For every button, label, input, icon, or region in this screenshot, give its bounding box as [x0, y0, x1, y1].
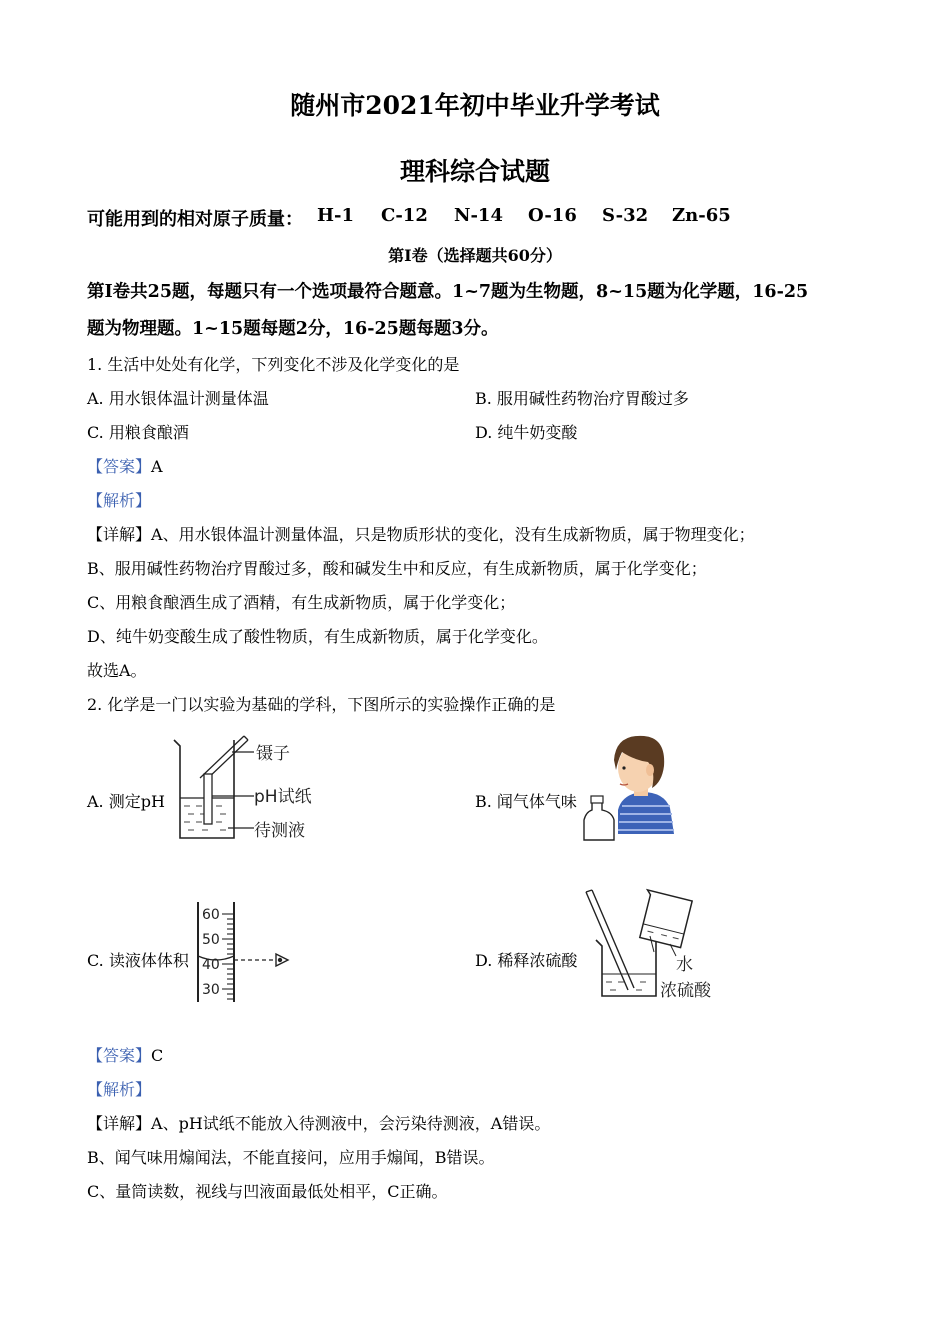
answer-line	[87, 1043, 163, 1066]
option-c: C. 读液体体积	[87, 951, 189, 970]
atomic-mass-item: O-16	[528, 205, 577, 226]
tick-label: 40	[202, 957, 220, 973]
label-conc-sulfuric-acid: 浓硫酸	[660, 981, 711, 1001]
section-instruction: 题为物理题。1~15题每题2分，16-25题每题3分。	[87, 319, 499, 339]
dilute-acid-figure	[584, 886, 720, 1002]
section-title: 第Ⅰ卷（选择题共60分）	[388, 246, 562, 265]
detail-text: D、纯牛奶变酸生成了酸性物质，有生成新物质，属于化学变化。	[87, 627, 548, 646]
detail-text: C、用粮食酿酒生成了酒精，有生成新物质，属于化学变化；	[87, 593, 516, 612]
analysis-tag: 【解析】	[87, 491, 152, 510]
tick-label: 30	[202, 982, 220, 998]
smell-gas-figure	[582, 730, 678, 842]
analysis-tag: 【解析】	[87, 1080, 152, 1099]
option-a: A. 用水银体温计测量体温	[87, 389, 269, 408]
section-instruction: 第Ⅰ卷共25题，每题只有一个选项最符合题意。1~7题为生物题，8~15题为化学题，16-25	[87, 282, 809, 302]
option-d: D. 纯牛奶变酸	[475, 423, 578, 442]
detail-tag: 【详解】	[87, 1114, 152, 1133]
detail-text: A、用水银体温计测量体温，只是物质形状的变化，没有生成新物质，属于物理变化；	[151, 525, 755, 544]
atomic-mass-item: Zn-65	[672, 205, 731, 226]
answer-tag: 【答案】	[87, 1046, 152, 1065]
label-test-liquid: 待测液	[254, 821, 305, 841]
answer-value: C	[151, 1046, 164, 1065]
option-d: D. 稀释浓硫酸	[475, 951, 578, 970]
atomic-mass-label: 可能用到的相对原子质量：	[87, 209, 303, 230]
label-ph-paper: pH试纸	[254, 787, 312, 807]
page-title: 随州市2021年初中毕业升学考试	[290, 91, 660, 120]
atomic-mass-item: S-32	[602, 205, 649, 226]
question-stem: 2. 化学是一门以实验为基础的学科，下图所示的实验操作正确的是	[87, 695, 556, 714]
atomic-mass-item: H-1	[317, 205, 355, 226]
label-water: 水	[676, 955, 693, 975]
read-volume-figure	[192, 900, 298, 1004]
option-c: C. 用粮食酿酒	[87, 423, 189, 442]
answer-line	[87, 454, 163, 477]
atomic-mass-item: C-12	[381, 205, 428, 226]
tick-label: 50	[202, 932, 220, 948]
answer-tag: 【答案】	[87, 457, 152, 476]
label-tweezers: 镊子	[256, 744, 290, 764]
option-b: B. 服用碱性药物治疗胃酸过多	[475, 389, 689, 408]
detail-text: B、服用碱性药物治疗胃酸过多，酸和碱发生中和反应，有生成新物质，属于化学变化；	[87, 559, 707, 578]
atomic-mass-item: N-14	[454, 205, 503, 226]
page-subtitle: 理科综合试题	[399, 157, 550, 186]
detail-text: B、闻气味用煽闻法，不能直接问，应用手煽闻，B错误。	[87, 1148, 495, 1167]
detail-line	[87, 1111, 550, 1134]
detail-line	[87, 522, 755, 545]
option-b: B. 闻气体气味	[475, 792, 577, 811]
detail-text: C、量筒读数，视线与凹液面最低处相平，C正确。	[87, 1182, 448, 1201]
tick-label: 60	[202, 907, 220, 923]
option-a: A. 测定pH	[87, 792, 165, 811]
ph-test-figure	[170, 732, 320, 844]
detail-text: A、pH试纸不能放入待测液中，会污染待测液，A错误。	[151, 1114, 551, 1133]
answer-value: A	[151, 457, 163, 476]
question-stem: 1. 生活中处处有化学，下列变化不涉及化学变化的是	[87, 355, 460, 374]
detail-tag: 【详解】	[87, 525, 152, 544]
detail-text: 故选A。	[87, 661, 147, 680]
